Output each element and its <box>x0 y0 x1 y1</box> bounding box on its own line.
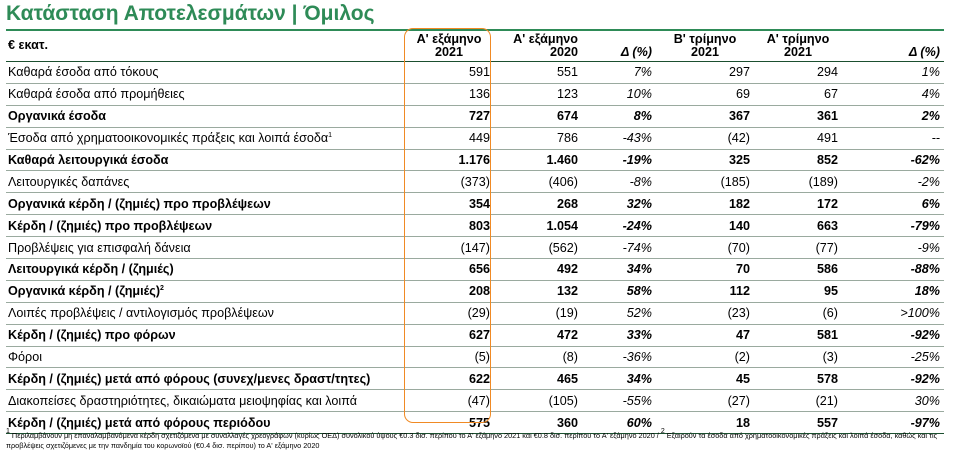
row-label <box>6 171 404 193</box>
change-cell: -74% <box>582 237 656 259</box>
value-cell: 586 <box>754 259 842 281</box>
value-cell: 136 <box>404 83 494 105</box>
column-header-year: 2021 <box>434 45 464 59</box>
value-cell: (2) <box>656 346 754 368</box>
change-cell: 1% <box>842 62 944 84</box>
change-cell: 4% <box>842 83 944 105</box>
row-label-text: Οργανικά κέρδη / (ζημιές) προ προβλέψεων <box>8 196 271 211</box>
column-header-line: Δ (%) <box>620 45 652 59</box>
change-cell: 10% <box>582 83 656 105</box>
value-cell: 803 <box>404 215 494 237</box>
value-cell: 465 <box>494 368 582 390</box>
value-cell: 367 <box>656 105 754 127</box>
value-cell: 591 <box>404 62 494 84</box>
value-cell: 140 <box>656 215 754 237</box>
value-cell: 575 <box>404 412 494 434</box>
change-cell: 2% <box>842 105 944 127</box>
value-cell: (3) <box>754 346 842 368</box>
change-cell: -- <box>842 127 944 149</box>
change-cell: 52% <box>582 302 656 324</box>
column-header-h1-2020 <box>494 31 582 62</box>
value-cell: 325 <box>656 149 754 171</box>
table-row <box>6 237 944 259</box>
value-cell: (23) <box>656 302 754 324</box>
table-row <box>6 83 944 105</box>
currency-unit-label: € εκατ. <box>6 31 404 62</box>
change-cell: 33% <box>582 324 656 346</box>
row-label <box>6 324 404 346</box>
change-cell: -19% <box>582 149 656 171</box>
value-cell: (47) <box>404 390 494 412</box>
value-cell: 182 <box>656 193 754 215</box>
column-header-line: Α' εξάμηνο <box>513 32 578 46</box>
value-cell: 69 <box>656 83 754 105</box>
table-row <box>6 105 944 127</box>
table-row <box>6 62 944 84</box>
table-row <box>6 171 944 193</box>
value-cell: 852 <box>754 149 842 171</box>
table-row <box>6 390 944 412</box>
column-header-line: Α' εξάμηνο <box>416 32 482 46</box>
value-cell: 132 <box>494 280 582 302</box>
value-cell: (189) <box>754 171 842 193</box>
row-label <box>6 127 404 149</box>
table-row <box>6 346 944 368</box>
value-cell: 45 <box>656 368 754 390</box>
table-header-row <box>6 31 944 62</box>
column-header-change-q <box>842 31 944 62</box>
value-cell: 551 <box>494 62 582 84</box>
row-label-text: Έσοδα από χρηματοοικονομικές πράξεις και λοιπά έσοδα <box>8 131 329 146</box>
column-header-q2-2021 <box>656 31 754 62</box>
change-cell: -25% <box>842 346 944 368</box>
value-cell: (42) <box>656 127 754 149</box>
row-label <box>6 280 404 302</box>
column-header-q1-2021 <box>754 31 842 62</box>
change-cell: -92% <box>842 368 944 390</box>
value-cell: (70) <box>656 237 754 259</box>
column-header-h1-2021 <box>404 31 494 62</box>
value-cell: (373) <box>404 171 494 193</box>
change-cell: -43% <box>582 127 656 149</box>
table-row <box>6 368 944 390</box>
column-header-change-h1 <box>582 31 656 62</box>
value-cell: (21) <box>754 390 842 412</box>
column-header-line: Α' τρίμηνο <box>766 32 830 46</box>
value-cell: 663 <box>754 215 842 237</box>
table-row <box>6 193 944 215</box>
value-cell: 123 <box>494 83 582 105</box>
value-cell: (406) <box>494 171 582 193</box>
row-label-text: Φόροι <box>8 350 43 365</box>
value-cell: 297 <box>656 62 754 84</box>
change-cell: -97% <box>842 412 944 434</box>
row-label-text: Καθαρά έσοδα από τόκους <box>8 65 159 80</box>
value-cell: 727 <box>404 105 494 127</box>
table-row <box>6 215 944 237</box>
column-header-year: 2020 <box>549 45 578 59</box>
value-cell: 1.176 <box>404 149 494 171</box>
value-cell: 361 <box>754 105 842 127</box>
value-cell: 449 <box>404 127 494 149</box>
value-cell: 472 <box>494 324 582 346</box>
value-cell: 1.054 <box>494 215 582 237</box>
change-cell: -79% <box>842 215 944 237</box>
table-row <box>6 127 944 149</box>
table-row <box>6 149 944 171</box>
row-label-text: Λειτουργικές δαπάνες <box>8 174 130 189</box>
value-cell: (5) <box>404 346 494 368</box>
value-cell: (6) <box>754 302 842 324</box>
page-title: Κατάσταση Αποτελεσμάτων | Όμιλος <box>6 2 375 25</box>
row-label-text: Κέρδη / (ζημιές) μετά από φόρους περιόδου <box>8 415 271 430</box>
value-cell: (29) <box>404 302 494 324</box>
value-cell: (19) <box>494 302 582 324</box>
value-cell: 786 <box>494 127 582 149</box>
value-cell: 95 <box>754 280 842 302</box>
change-cell: -2% <box>842 171 944 193</box>
footnote-reference: 2 <box>160 285 164 293</box>
footnote <box>6 428 956 451</box>
income-statement-table <box>6 31 944 434</box>
change-cell: >100% <box>842 302 944 324</box>
change-cell: -8% <box>582 171 656 193</box>
row-label-text: Κέρδη / (ζημιές) μετά από φόρους (συνεχ/μενες δραστ/τητες) <box>8 371 371 386</box>
change-cell: 18% <box>842 280 944 302</box>
value-cell: 491 <box>754 127 842 149</box>
value-cell: 557 <box>754 412 842 434</box>
value-cell: 112 <box>656 280 754 302</box>
change-cell: 30% <box>842 390 944 412</box>
footnote-text-1: Περιλαμβάνουν μη επαναλαμβανόμενα κέρδη σχετιζόμενα με συναλλαγές χρεογράφων (κυρίως ΟΕΔ) συνολικού ύψους €0.3 δισ. περίπου το Α' εξάμηνο 2021 και €0.8 δισ. περίπου το Α' εξάμηνο 2020 / <box>9 431 661 440</box>
value-cell: (27) <box>656 390 754 412</box>
value-cell: (562) <box>494 237 582 259</box>
row-label <box>6 368 404 390</box>
footnote-marker-1: 1 <box>6 428 10 435</box>
change-cell: -24% <box>582 215 656 237</box>
table-row <box>6 324 944 346</box>
table-body <box>6 62 944 434</box>
row-label <box>6 193 404 215</box>
value-cell: 360 <box>494 412 582 434</box>
change-cell: 7% <box>582 62 656 84</box>
row-label-text: Οργανικά έσοδα <box>8 109 107 124</box>
row-label <box>6 237 404 259</box>
change-cell: -92% <box>842 324 944 346</box>
row-label-text: Λειτουργικά κέρδη / (ζημιές) <box>8 262 174 277</box>
column-header-year: 2021 <box>783 45 813 59</box>
value-cell: (105) <box>494 390 582 412</box>
footnote-marker-2: 2 <box>660 428 665 435</box>
value-cell: 627 <box>404 324 494 346</box>
value-cell: 578 <box>754 368 842 390</box>
value-cell: 268 <box>494 193 582 215</box>
value-cell: 208 <box>404 280 494 302</box>
value-cell: 492 <box>494 259 582 281</box>
row-label-text: Κέρδη / (ζημιές) προ προβλέψεων <box>8 218 213 233</box>
value-cell: 1.460 <box>494 149 582 171</box>
row-label <box>6 302 404 324</box>
row-label <box>6 62 404 84</box>
change-cell: -36% <box>582 346 656 368</box>
value-cell: 674 <box>494 105 582 127</box>
change-cell: 8% <box>582 105 656 127</box>
value-cell: 67 <box>754 83 842 105</box>
footnote-reference: 1 <box>328 132 333 140</box>
change-cell: 32% <box>582 193 656 215</box>
row-label-text: Διακοπείσες δραστηριότητες, δικαιώματα μειοψηφίας και λοιπά <box>8 393 358 408</box>
column-header-line: Δ (%) <box>908 45 940 59</box>
change-cell: -62% <box>842 149 944 171</box>
change-cell: -9% <box>842 237 944 259</box>
change-cell: 34% <box>582 259 656 281</box>
column-header-line: Β' τρίμηνο <box>673 32 737 46</box>
change-cell: 6% <box>842 193 944 215</box>
row-label <box>6 390 404 412</box>
change-cell: 58% <box>582 280 656 302</box>
row-label <box>6 105 404 127</box>
value-cell: (147) <box>404 237 494 259</box>
change-cell: 34% <box>582 368 656 390</box>
value-cell: 294 <box>754 62 842 84</box>
value-cell: (8) <box>494 346 582 368</box>
row-label-text: Καθαρά έσοδα από προμήθειες <box>8 87 185 102</box>
value-cell: (77) <box>754 237 842 259</box>
value-cell: 622 <box>404 368 494 390</box>
row-label <box>6 259 404 281</box>
table-row <box>6 280 944 302</box>
row-label <box>6 149 404 171</box>
value-cell: 47 <box>656 324 754 346</box>
footnote-text-2: Εξαιρούν τα έσοδα από χρηματοοικονομικές πράξεις και λοιπά έσοδα, καθώς και τις προβλέψεις σχετιζόμενες με την πανδημία του κορωνοϊού (€0.4 δισ. περίπου) το Α' εξάμηνο 2020 <box>6 431 938 450</box>
table-row <box>6 302 944 324</box>
value-cell: (185) <box>656 171 754 193</box>
value-cell: 70 <box>656 259 754 281</box>
row-label <box>6 215 404 237</box>
column-header-year: 2021 <box>690 45 720 59</box>
value-cell: 581 <box>754 324 842 346</box>
change-cell: 60% <box>582 412 656 434</box>
row-label <box>6 83 404 105</box>
value-cell: 656 <box>404 259 494 281</box>
value-cell: 18 <box>656 412 754 434</box>
change-cell: -88% <box>842 259 944 281</box>
table-row <box>6 259 944 281</box>
row-label-text: Λοιπές προβλέψεις / αντιλογισμός προβλέψεων <box>8 306 274 321</box>
change-cell: -55% <box>582 390 656 412</box>
value-cell: 172 <box>754 193 842 215</box>
row-label-text: Προβλέψεις για επισφαλή δάνεια <box>8 240 191 255</box>
row-label-text: Οργανικά κέρδη / (ζημιές) <box>8 284 161 299</box>
value-cell: 354 <box>404 193 494 215</box>
row-label-text: Κέρδη / (ζημιές) προ φόρων <box>8 328 176 343</box>
row-label <box>6 346 404 368</box>
row-label-text: Καθαρά λειτουργικά έσοδα <box>8 153 169 167</box>
